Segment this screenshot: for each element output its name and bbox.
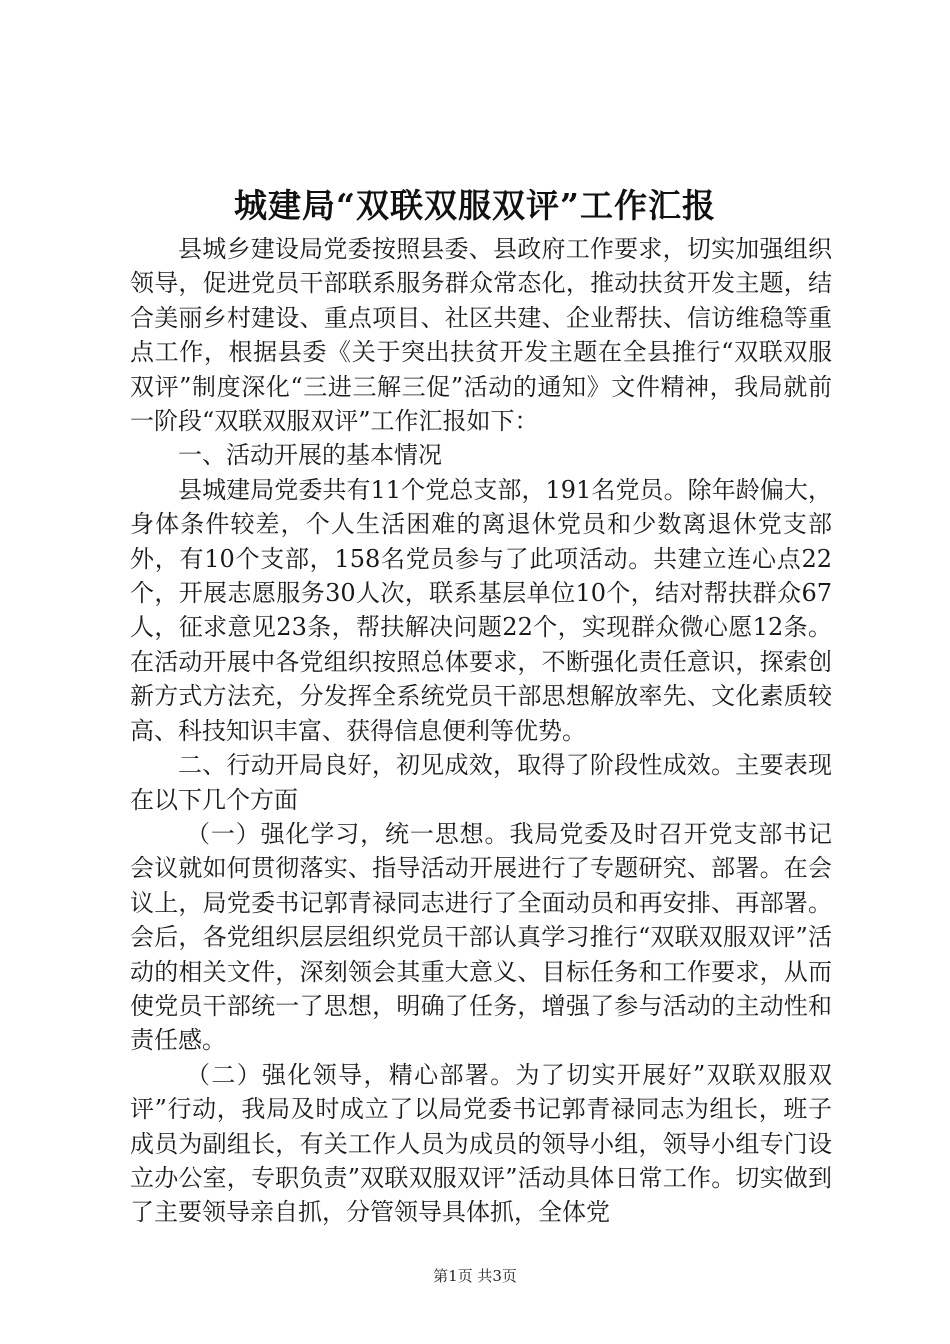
- section-heading-2: 二、行动开局良好，初见成效，取得了阶段性成效。主要表现在以下几个方面: [130, 751, 832, 814]
- document-body: [130, 232, 832, 1230]
- section-heading-1: 一、活动开展的基本情况: [178, 441, 442, 470]
- paragraph-basic-situation: 县城建局党委共有11个党总支部，191名党员。除年龄偏大，身体条件较差，个人生活困难的离退休党员和少数离退休党支部外，有10个支部，158名党员参与了此项活动。共建立连心点22个，开展志愿服务30人次，联系基层单位10个，结对帮扶群众67人，征求意见23条，帮扶解决问题22个，实现群众微心愿12条。在活动开展中各党组织按照总体要求，不断强化责任意识，探索创新方式方法充，分发挥全系统党员干部思想解放率先、文化素质较高、科技知识丰富、获得信息便利等优势。: [130, 475, 832, 745]
- paragraph-leadership: （二）强化领导，精心部署。为了切实开展好”双联双服双评”行动，我局及时成立了以局党委书记郭青禄同志为组长，班子成员为副组长，有关工作人员为成员的领导小组，领导小组专门设立办公室，专职负责”双联双服双评”活动具体日常工作。切实做到了主要领导亲自抓，分管领导具体抓，全体党: [130, 1060, 832, 1227]
- paragraph-study: （一）强化学习，统一思想。我局党委及时召开党支部书记会议就如何贯彻落实、指导活动开展进行了专题研究、部署。在会议上，局党委书记郭青禄同志进行了全面动员和再安排、再部署。会后，各党组织层层组织党员干部认真学习推行“双联双服双评”活动的相关文件，深刻领会其重大意义、目标任务和工作要求，从而使党员干部统一了思想，明确了任务，增强了参与活动的主动性和责任感。: [130, 819, 832, 1055]
- paragraph-intro: 县城乡建设局党委按照县委、县政府工作要求，切实加强组织领导，促进党员干部联系服务群众常态化，推动扶贫开发主题，结合美丽乡村建设、重点项目、社区共建、企业帮扶、信访维稳等重点工作，根据县委《关于突出扶贫开发主题在全县推行“双联双服双评”制度深化“三进三解三促”活动的通知》文件精神，我局就前一阶段“双联双服双评”工作汇报如下：: [130, 235, 832, 436]
- page-footer: 第1页 共3页: [433, 1267, 517, 1285]
- page-title: 城建局“双联双服双评”工作汇报: [234, 186, 716, 225]
